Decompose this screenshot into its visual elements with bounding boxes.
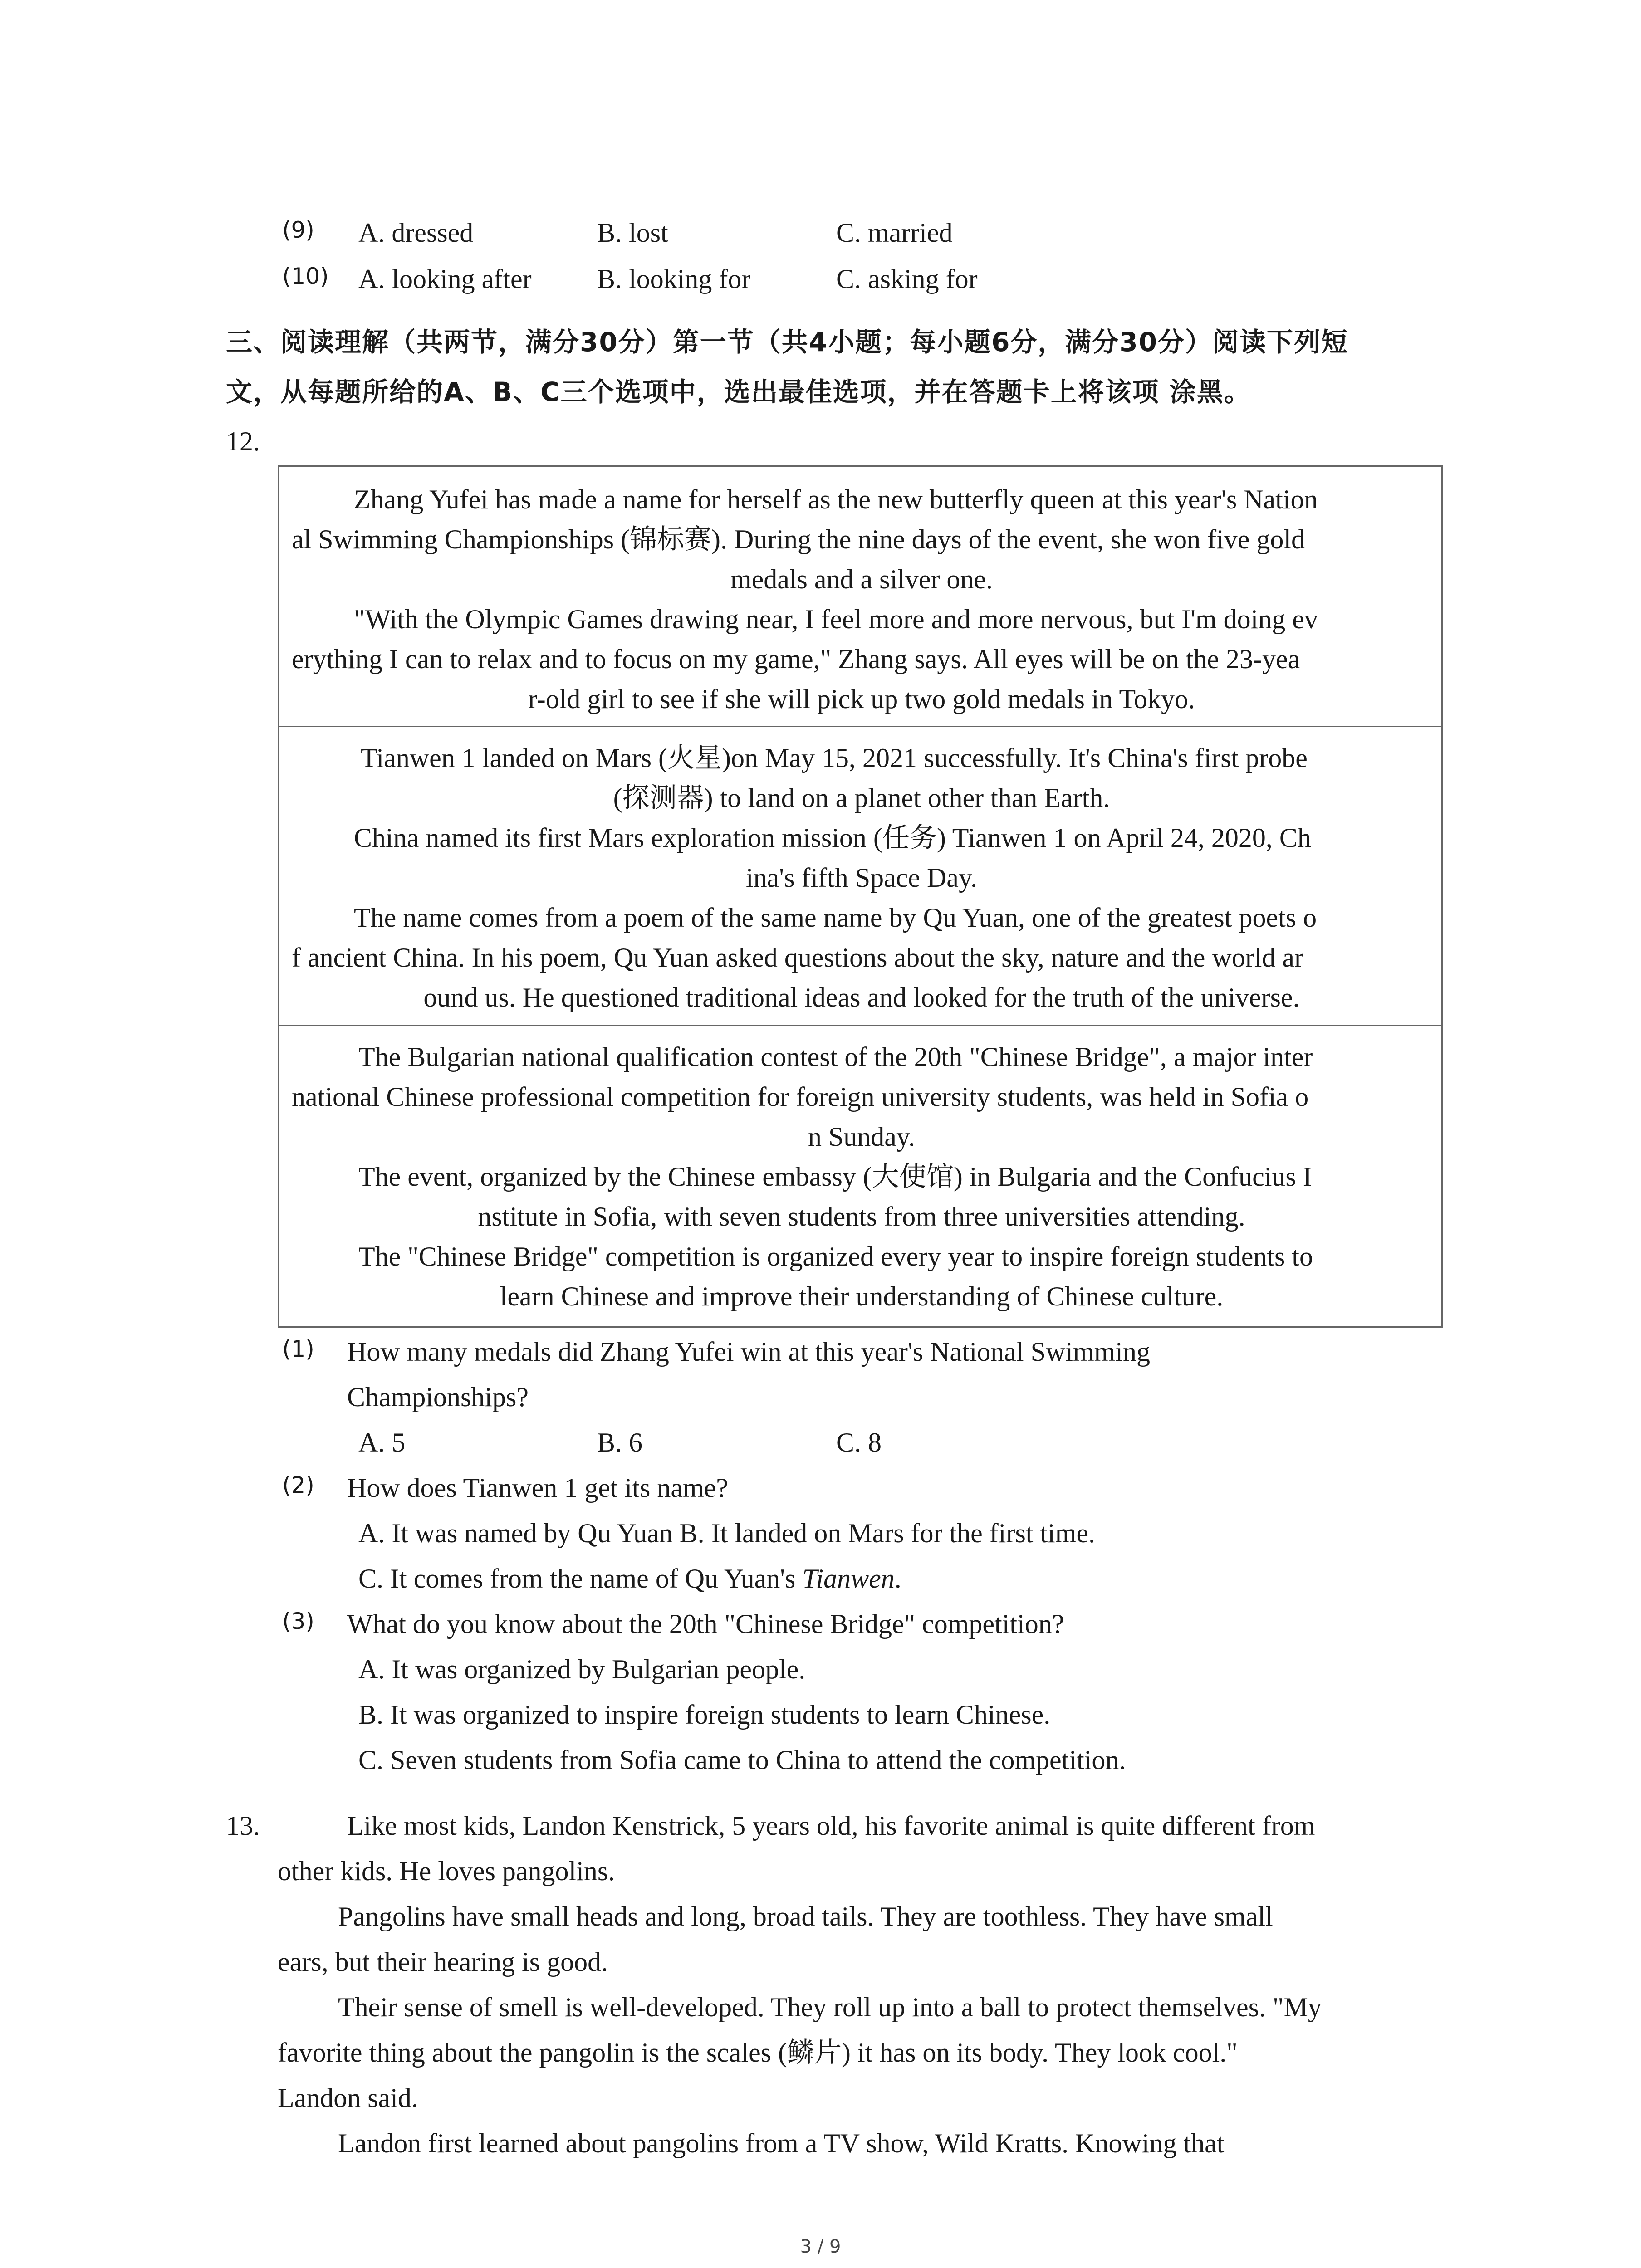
passage2-line: China named its first Mars exploration mission (任务) Tianwen 1 on April 24, 2020, Ch [354,823,1311,853]
passage3-line: n Sunday. [808,1122,916,1152]
sub2-options-ab: A. It was named by Qu Yuan B. It landed on Mars for the first time. [358,1518,1096,1548]
passage-box-2 [278,726,1443,1026]
passage1-line: "With the Olympic Games drawing near, I feel more and more nervous, but I'm doing ev [354,604,1318,634]
passage2-line: (探测器) to land on a planet other than Earth. [613,783,1110,813]
passage1-line: Zhang Yufei has made a name for herself as the new butterfly queen at this year's Nation [354,484,1318,514]
passage3-line: learn Chinese and improve their understanding of Chinese culture. [500,1281,1224,1311]
passage3-line: The event, organized by the Chinese embassy (大使馆) in Bulgaria and the Confucius I [358,1162,1312,1192]
q9-option-a: A. dressed [358,218,474,248]
section-heading-line1: 三、阅读理解（共两节，满分30分）第一节（共4小题；每小题6分，满分30分）阅读下列短 [226,327,1349,357]
q10-option-a: A. looking after [358,264,532,294]
sub-question-3-text: What do you know about the 20th "Chinese Bridge" competition? [347,1609,1064,1639]
q13-line: Pangolins have small heads and long, broad tails. They are toothless. They have small [338,1901,1273,1931]
q9-option-b: B. lost [597,218,668,248]
page-number: 3 / 9 [800,2236,841,2257]
q13-line: ears, but their hearing is good. [278,1947,608,1977]
passage2-line: Tianwen 1 landed on Mars (火星)on May 15, 2021 successfully. It's China's first probe [361,743,1308,773]
passage3-line: nstitute in Sofia, with seven students from three universities attending. [478,1202,1245,1232]
passage2-line: f ancient China. In his poem, Qu Yuan asked questions about the sky, nature and the world ar [292,943,1304,973]
passage2-line: The name comes from a poem of the same name by Qu Yuan, one of the greatest poets o [354,903,1317,933]
sub-question-1-text: Championships? [347,1382,529,1412]
sub1-option-a: A. 5 [358,1427,406,1457]
q13-line: Like most kids, Landon Kenstrick, 5 years old, his favorite animal is quite different from [347,1811,1315,1841]
q13-line: Landon first learned about pangolins from a TV show, Wild Kratts. Knowing that [338,2128,1225,2158]
passage-box-1 [278,465,1443,727]
q9-option-c: C. married [836,218,953,248]
q10-option-b: B. looking for [597,264,751,294]
q13-line: Landon said. [278,2083,418,2113]
sub1-option-c: C. 8 [836,1427,882,1457]
passage1-line: erything I can to relax and to focus on my game," Zhang says. All eyes will be on the 23-yea [292,644,1300,674]
q10-option-c: C. asking for [836,264,978,294]
question-13-number: 13. [226,1811,260,1841]
sub-question-2-number: (2) [282,1472,314,1498]
passage3-line: The Bulgarian national qualification contest of the 20th "Chinese Bridge", a major inter [358,1042,1313,1072]
passage-box-3 [278,1025,1443,1328]
passage1-line: al Swimming Championships (锦标赛). During the nine days of the event, she won five gold [292,524,1305,554]
passage2-line: ina's fifth Space Day. [745,863,978,893]
sub3-option-b: B. It was organized to inspire foreign students to learn Chinese. [358,1700,1051,1730]
q13-line: other kids. He loves pangolins. [278,1856,615,1886]
sub2-option-c: C. It comes from the name of Qu Yuan's Tianwen. [358,1564,901,1593]
q9-number: (9) [282,217,314,243]
question-12-number: 12. [226,426,260,456]
q13-line: Their sense of smell is well-developed. They roll up into a ball to protect themselves. "My [338,1992,1322,2022]
sub3-option-a: A. It was organized by Bulgarian people. [358,1654,806,1684]
sub-question-3-number: (3) [282,1608,314,1634]
passage1-line: medals and a silver one. [730,564,993,594]
passage1-line: r-old girl to see if she will pick up two gold medals in Tokyo. [528,684,1195,714]
sub-question-1-text: How many medals did Zhang Yufei win at this year's National Swimming [347,1337,1150,1367]
sub3-option-c: C. Seven students from Sofia came to China to attend the competition. [358,1745,1126,1775]
sub-question-2-text: How does Tianwen 1 get its name? [347,1473,728,1503]
q13-line: favorite thing about the pangolin is the scales (鳞片) it has on its body. They look cool." [278,2038,1238,2068]
sub-question-1-number: (1) [282,1336,314,1362]
q10-number: (10) [282,263,329,289]
passage2-line: ound us. He questioned traditional ideas and looked for the truth of the universe. [423,982,1300,1012]
sub1-option-b: B. 6 [597,1427,643,1457]
passage3-line: The "Chinese Bridge" competition is organized every year to inspire foreign students to [358,1242,1313,1271]
passage3-line: national Chinese professional competition for foreign university students, was held in Sofia o [292,1082,1309,1112]
section-heading-line2: 文，从每题所给的A、B、C三个选项中，选出最佳选项，并在答题卡上将该项 涂黑。 [226,376,1251,407]
